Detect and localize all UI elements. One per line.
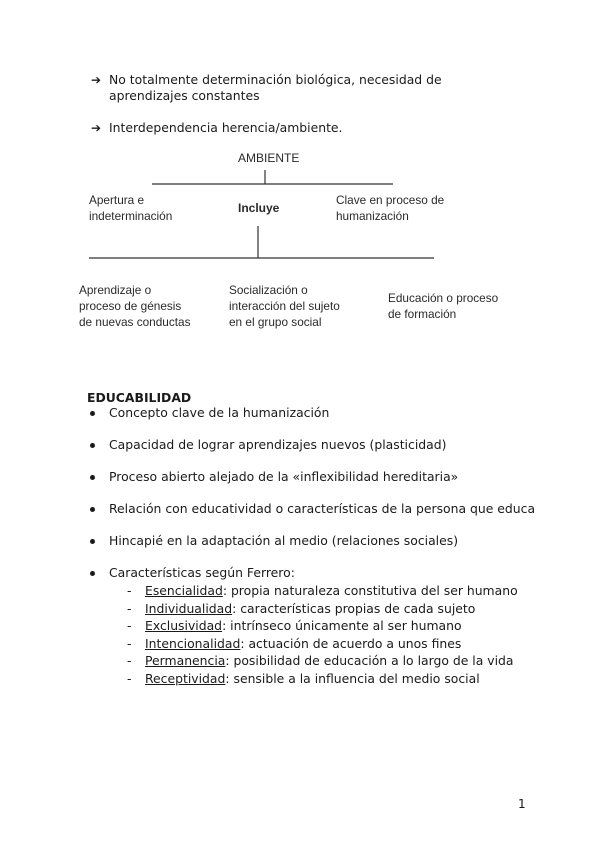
bullet-list [88, 405, 558, 687]
feature-term: Esencialidad [145, 583, 223, 598]
right-arrow-icon: ➔ [91, 73, 102, 87]
feature-item [127, 670, 558, 688]
feature-item [127, 617, 558, 635]
feature-term: Exclusividad [145, 618, 223, 633]
arrow-text: No totalmente determinación biológica, necesidad de aprendizajes constantes [109, 72, 442, 103]
bullet-icon [90, 475, 95, 480]
feature-desc: : posibilidad de educación a lo largo de la vida [225, 653, 514, 668]
feature-item [127, 600, 558, 618]
dash-icon: - [127, 635, 132, 651]
feature-term: Intencionalidad [145, 635, 241, 651]
list-item [88, 405, 558, 421]
bullet-icon [90, 571, 95, 576]
list-item [88, 565, 558, 687]
list-item [88, 501, 558, 517]
feature-item [127, 652, 558, 670]
feature-term: Individualidad [145, 600, 233, 616]
feature-desc: : sensible a la influencia del medio social [225, 670, 480, 686]
diagram-left-label: Apertura e indeterminación [89, 193, 173, 223]
label-line: Socialización o [229, 283, 308, 297]
arrow-item [91, 120, 509, 136]
dash-icon: - [127, 618, 132, 633]
section-heading: EDUCABILIDAD [87, 390, 192, 405]
bullet-icon [90, 443, 95, 448]
dash-icon: - [127, 653, 132, 668]
right-arrow-icon: ➔ [91, 121, 102, 135]
feature-desc: : intrínseco únicamente al ser humano [222, 618, 462, 633]
diagram-bottom-label [79, 282, 191, 330]
list-item-text: Proceso abierto alejado de la «inflexibilidad hereditaria» [109, 469, 459, 484]
label-line: de nuevas conductas [79, 315, 191, 329]
list-item-text: Características según Ferrero: [109, 565, 295, 580]
feature-term: Receptividad [145, 670, 226, 686]
label-line: de formación [388, 307, 457, 321]
diagram-top-label: AMBIENTE [238, 151, 300, 165]
bullet-icon [90, 507, 95, 512]
label-line: en el grupo social [229, 315, 322, 329]
feature-item [127, 635, 558, 653]
label-line: Aprendizaje o [79, 283, 152, 297]
label-line: interacción del sujeto [229, 299, 340, 313]
feature-term: Permanencia [145, 653, 226, 668]
list-item [88, 533, 558, 549]
feature-item [127, 582, 558, 600]
label-line: Educación o proceso [388, 291, 499, 305]
arrow-text: Interdependencia herencia/ambiente. [109, 120, 343, 135]
bullet-icon [90, 411, 95, 416]
list-item-text: Concepto clave de la humanización [109, 405, 330, 420]
list-item-text: Capacidad de lograr aprendizajes nuevos (plasticidad) [109, 437, 447, 452]
list-item-text: Relación con educatividad o características de la persona que educa [109, 501, 536, 516]
feature-desc: : propia naturaleza constitutiva del ser humano [222, 583, 518, 598]
sub-list [109, 582, 558, 687]
feature-desc: : actuación de acuerdo a unos fines [240, 635, 462, 651]
bullet-icon [90, 539, 95, 544]
list-item [88, 469, 558, 485]
dash-icon: - [127, 670, 132, 686]
diagram-bottom-label [388, 290, 498, 322]
page-number: 1 [518, 797, 526, 811]
diagram-center-label: Incluye [238, 201, 280, 215]
dash-icon: - [127, 583, 132, 598]
list-item [88, 437, 558, 453]
diagram-bottom-label [229, 282, 340, 330]
dash-icon: - [127, 600, 132, 616]
list-item-text: Hincapié en la adaptación al medio (relaciones sociales) [109, 533, 459, 548]
diagram-right-label: Clave en proceso de humanización [336, 193, 445, 223]
feature-desc: : características propias de cada sujeto [232, 600, 476, 616]
label-line: proceso de génesis [79, 299, 182, 313]
arrow-item [91, 72, 509, 104]
